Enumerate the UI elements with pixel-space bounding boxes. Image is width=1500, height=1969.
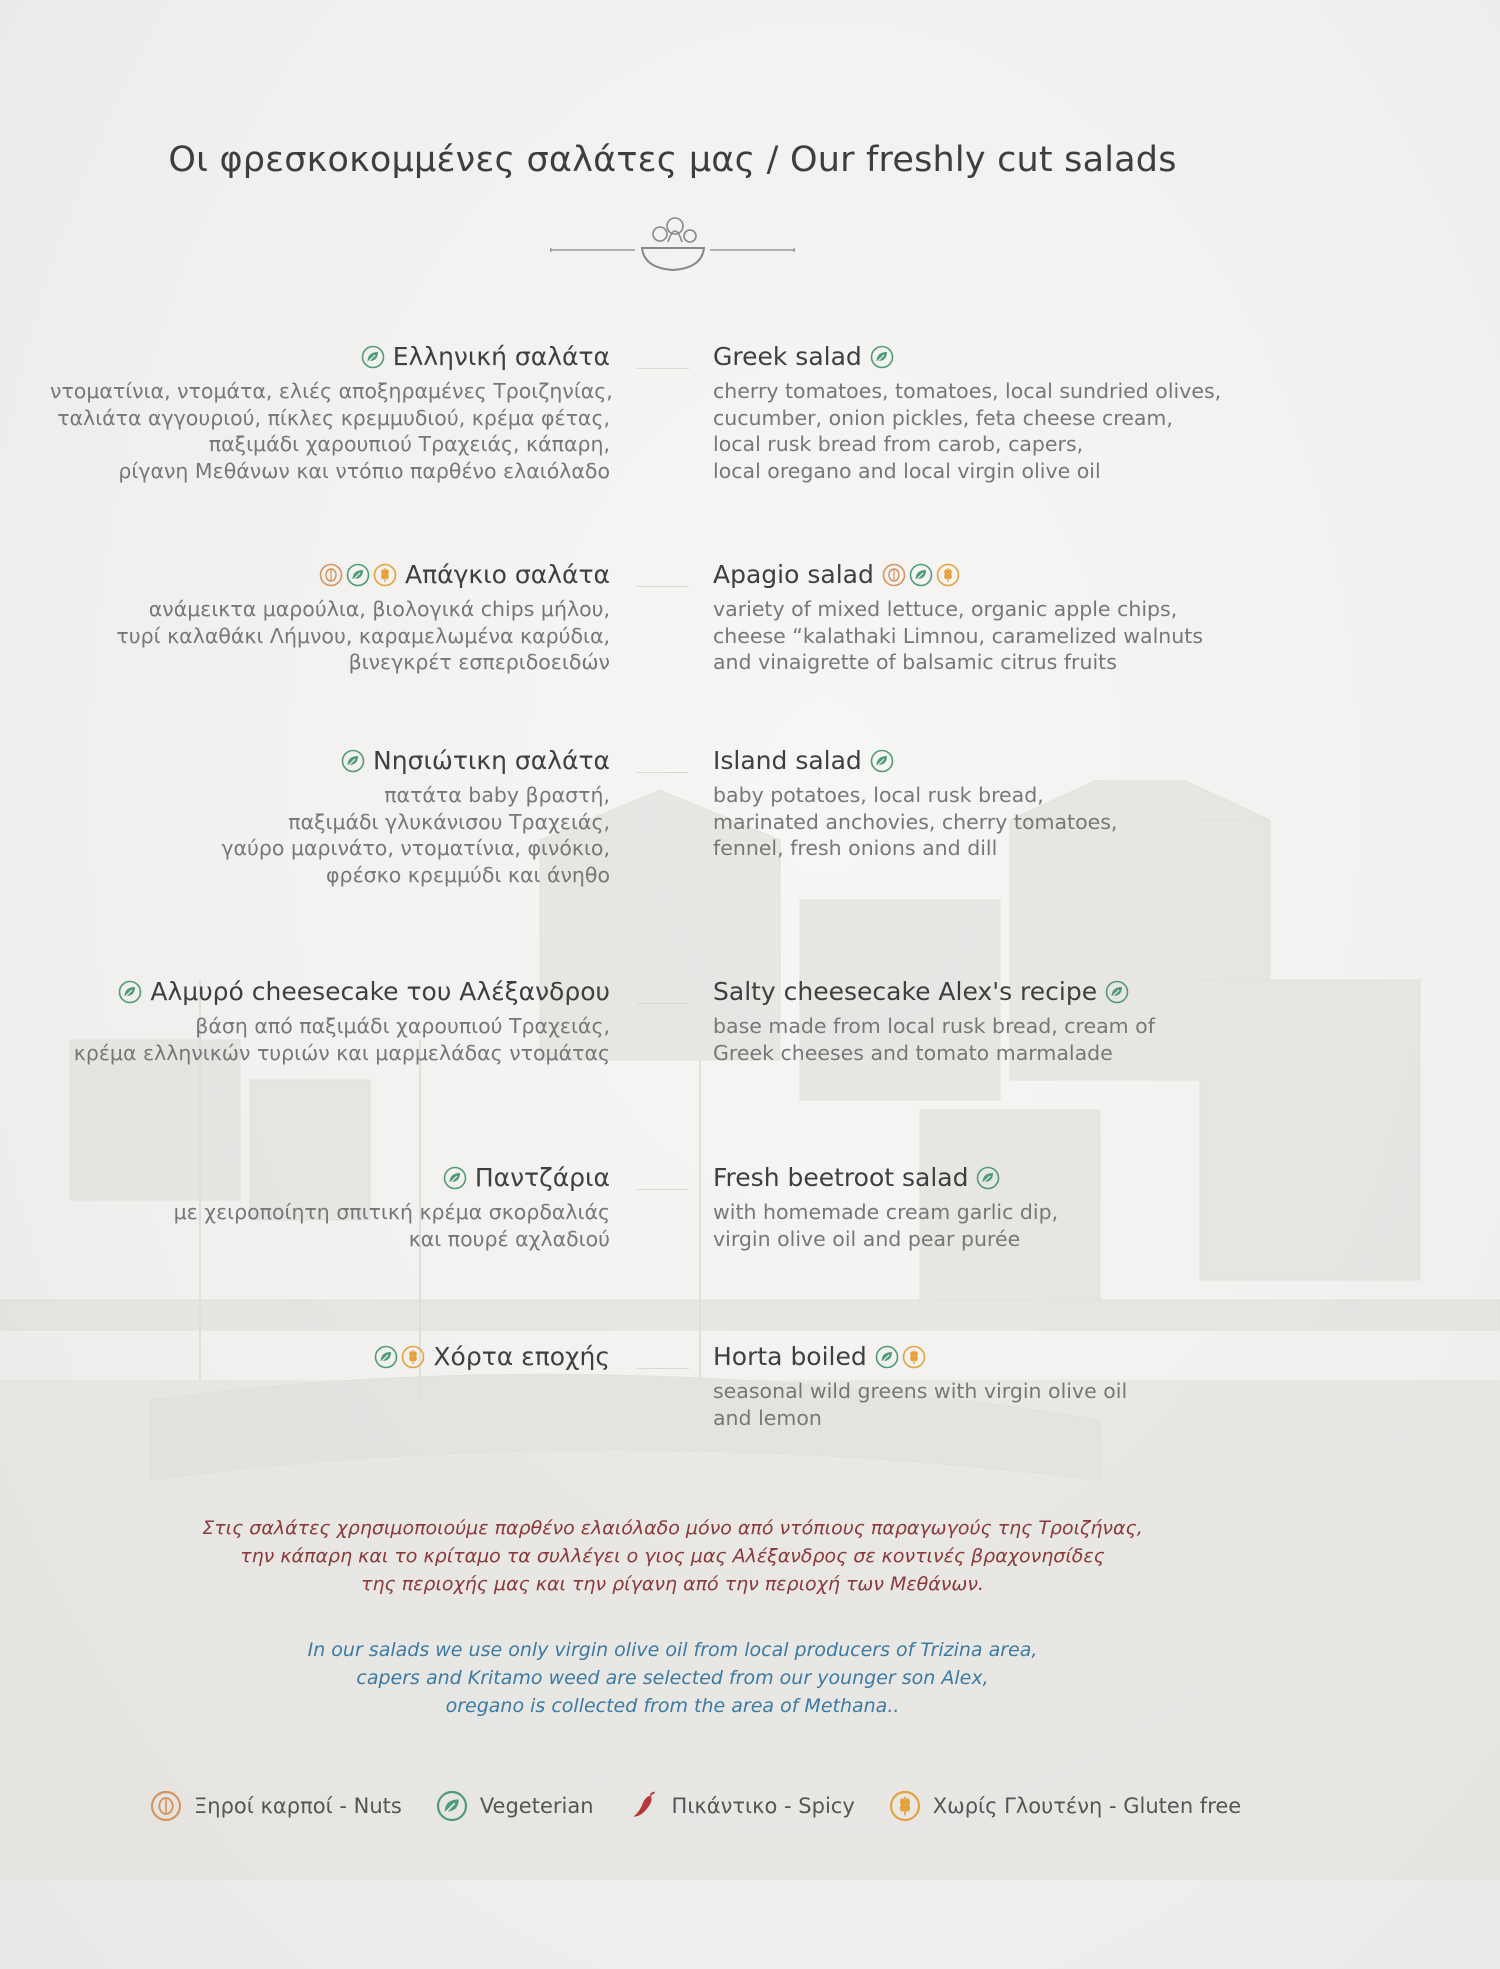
diet-icons: [870, 749, 894, 773]
greek-column: [50, 1161, 610, 1252]
greek-dish-name: Ελληνική σαλάτα: [392, 342, 610, 371]
note-greek-line: την κάπαρη και το κρίταμο τα συλλέγει ο γιος μας Αλέξανδρος σε κοντινές βραχονησίδες: [240, 1545, 1105, 1567]
english-description-line: fennel, fresh onions and dill: [713, 836, 998, 860]
greek-dish-title: [50, 340, 610, 374]
greek-description-line: με χειροποίητη σπιτική κρέμα σκορδαλιάς: [173, 1200, 610, 1224]
english-column: [713, 1161, 1333, 1252]
greek-description-line: παξιμάδι χαρουπιού Τραχειάς, κάπαρη,: [208, 432, 610, 456]
english-dish-title: [713, 1340, 1333, 1374]
legend-label: Πικάντικο - Spicy: [671, 1794, 855, 1818]
diet-icons: [976, 1166, 1000, 1190]
diet-icons: [1105, 980, 1129, 1004]
greek-dish-name: Παντζάρια: [474, 1163, 610, 1192]
note-greek: [0, 1514, 1345, 1598]
english-description-line: variety of mixed lettuce, organic apple chips,: [713, 597, 1178, 621]
greek-description-line: πατάτα baby βραστή,: [384, 783, 610, 807]
vegetarian-icon: [443, 1166, 467, 1190]
note-english-line: oregano is collected from the area of Methana..: [445, 1695, 900, 1717]
english-dish-name: Island salad: [713, 746, 862, 775]
english-description-line: with homemade cream garlic dip,: [713, 1200, 1059, 1224]
diet-icons: [118, 980, 142, 1004]
vegetarian-icon: [436, 1790, 468, 1822]
greek-description-line: και πουρέ αχλαδιού: [408, 1226, 610, 1251]
english-description-line: marinated anchovies, cherry tomatoes,: [713, 809, 1118, 834]
greek-dish-title: [50, 558, 610, 592]
greek-description-line: φρέσκο κρεμμύδι και άνηθο: [326, 862, 610, 887]
english-column: [713, 558, 1333, 676]
diet-icons: [341, 749, 365, 773]
english-description-line: and lemon: [713, 1405, 822, 1430]
vegetarian-icon: [361, 345, 385, 369]
english-dish-name: Fresh beetroot salad: [713, 1163, 969, 1192]
greek-description-line: παξιμάδι γλυκάνισου Τραχειάς,: [288, 809, 610, 834]
vegetarian-icon: [875, 1345, 899, 1369]
greek-column: [50, 340, 613, 484]
gluten-free-icon: [401, 1345, 425, 1369]
gluten-free-icon: [936, 563, 960, 587]
diet-icons: [374, 1345, 425, 1369]
greek-description-line: γαύρο μαρινάτο, ντοματίνια, φινόκιο,: [221, 836, 610, 860]
row-separator: [637, 1189, 689, 1190]
greek-description-line: ντοματίνια, ντομάτα, ελιές αποξηραμένες Τροιζηνίας,: [50, 379, 613, 403]
diet-icons: [319, 563, 397, 587]
row-separator: [637, 1368, 689, 1369]
gluten-free-icon: [373, 563, 397, 587]
legend-item-nuts: [150, 1790, 402, 1822]
english-column: [713, 744, 1333, 862]
diet-icons: [882, 563, 960, 587]
spicy-icon: [628, 1790, 660, 1822]
english-description: [713, 1378, 1333, 1431]
english-description-line: baby potatoes, local rusk bread,: [713, 783, 1044, 807]
english-description-line: local oregano and local virgin olive oil: [713, 458, 1101, 483]
note-english-line: capers and Kritamo weed are selected from our younger son Alex,: [356, 1667, 989, 1689]
greek-description-line: βινεγκρέτ εσπεριδοειδών: [348, 650, 610, 674]
greek-description: [50, 596, 610, 676]
english-column: [713, 975, 1333, 1066]
diet-icons: [443, 1166, 467, 1190]
greek-description-line: κρέμα ελληνικών τυριών και μαρμελάδας ντομάτας: [73, 1040, 610, 1065]
english-dish-title: [713, 744, 1333, 778]
row-separator: [637, 772, 689, 773]
english-column: [713, 1340, 1333, 1431]
dietary-legend: [150, 1790, 1275, 1822]
english-description-line: cheese “kalathaki Limnou, caramelized walnuts: [713, 623, 1203, 648]
diet-icons: [361, 345, 385, 369]
english-dish-name: Greek salad: [713, 342, 862, 371]
legend-label: Χωρίς Γλουτένη - Gluten free: [932, 1794, 1242, 1818]
english-description-line: cucumber, onion pickles, feta cheese cream,: [713, 405, 1173, 430]
greek-description: [50, 782, 610, 888]
english-description-line: local rusk bread from carob, capers,: [713, 432, 1084, 456]
greek-dish-title: [50, 975, 610, 1009]
legend-item-vegetarian: [436, 1790, 594, 1822]
english-description: [713, 1199, 1333, 1252]
greek-column: [50, 1340, 610, 1378]
greek-column: [50, 744, 610, 888]
english-description-line: base made from local rusk bread, cream of: [713, 1014, 1155, 1038]
page-title: Οι φρεσκοκομμένες σαλάτες μας / Our freshly cut salads: [168, 140, 1177, 180]
diet-icons: [875, 1345, 926, 1369]
greek-dish-name: Απάγκιο σαλάτα: [405, 560, 610, 589]
nuts-icon: [882, 563, 906, 587]
english-dish-title: [713, 340, 1333, 374]
english-dish-title: [713, 558, 1333, 592]
greek-dish-name: Νησιώτικη σαλάτα: [373, 746, 610, 775]
greek-description-line: βάση από παξιμάδι χαρουπιού Τραχειάς,: [195, 1014, 610, 1038]
row-separator: [637, 1003, 689, 1004]
vegetarian-icon: [909, 563, 933, 587]
legend-label: Ξηροί καρποί - Nuts: [194, 1794, 402, 1818]
vegetarian-icon: [341, 749, 365, 773]
english-description-line: virgin olive oil and pear purée: [713, 1226, 1021, 1251]
english-dish-name: Salty cheesecake Alex's recipe: [713, 977, 1098, 1006]
diet-icons: [870, 345, 894, 369]
nuts-icon: [319, 563, 343, 587]
greek-dish-title: [50, 1161, 610, 1195]
greek-description-line: ρίγανη Μεθάνων και ντόπιο παρθένο ελαιόλαδο: [118, 458, 610, 483]
greek-description-line: τυρί καλαθάκι Λήμνου, καραμελωμένα καρύδια,: [116, 623, 610, 648]
english-dish-name: Apagio salad: [713, 560, 874, 589]
english-description-line: seasonal wild greens with virgin olive oil: [713, 1379, 1128, 1403]
greek-description-line: ταλιάτα αγγουριού, πίκλες κρεμμυδιού, κρέμα φέτας,: [57, 405, 610, 430]
english-description-line: Greek cheeses and tomato marmalade: [713, 1040, 1113, 1065]
english-description-line: and vinaigrette of balsamic citrus fruits: [713, 650, 1117, 674]
vegetarian-icon: [346, 563, 370, 587]
greek-column: [50, 975, 610, 1066]
english-column: [713, 340, 1333, 484]
row-separator: [637, 586, 689, 587]
salad-bowl-divider-icon: [550, 212, 795, 276]
english-dish-title: [713, 1161, 1333, 1195]
vegetarian-icon: [118, 980, 142, 1004]
note-greek-line: της περιοχής μας και την ρίγανη από την περιοχή των Μεθάνων.: [361, 1573, 984, 1595]
greek-description: [50, 1013, 610, 1066]
greek-description-line: ανάμεικτα μαρούλια, βιολογικά chips μήλου,: [148, 597, 610, 621]
legend-item-gluten-free: [889, 1790, 1241, 1822]
greek-description: [50, 378, 613, 484]
english-description: [713, 596, 1333, 676]
nuts-icon: [150, 1790, 182, 1822]
english-description: [713, 1013, 1333, 1066]
row-separator: [637, 368, 689, 369]
note-english-line: In our salads we use only virgin olive oil from local producers of Trizina area,: [307, 1639, 1038, 1661]
greek-dish-name: Χόρτα εποχής: [433, 1342, 610, 1371]
vegetarian-icon: [1105, 980, 1129, 1004]
english-dish-title: [713, 975, 1333, 1009]
english-dish-name: Horta boiled: [713, 1342, 867, 1371]
greek-dish-title: [50, 1340, 610, 1374]
legend-label: Vegeterian: [479, 1794, 594, 1818]
greek-dish-name: Αλμυρό cheesecake του Αλέξανδρου: [150, 977, 610, 1006]
english-description: [713, 378, 1333, 484]
note-english: [0, 1636, 1345, 1720]
vegetarian-icon: [870, 749, 894, 773]
greek-column: [50, 558, 610, 676]
vegetarian-icon: [976, 1166, 1000, 1190]
greek-description: [50, 1199, 610, 1252]
english-description-line: cherry tomatoes, tomatoes, local sundried olives,: [713, 379, 1222, 403]
english-description: [713, 782, 1333, 862]
legend-item-spicy: [628, 1790, 855, 1822]
gluten-free-icon: [902, 1345, 926, 1369]
greek-dish-title: [50, 744, 610, 778]
note-greek-line: Στις σαλάτες χρησιμοποιούμε παρθένο ελαιόλαδο μόνο από ντόπιους παραγωγούς της Τροιζήνας,: [202, 1517, 1143, 1539]
gluten-free-icon: [889, 1790, 921, 1822]
vegetarian-icon: [374, 1345, 398, 1369]
vegetarian-icon: [870, 345, 894, 369]
